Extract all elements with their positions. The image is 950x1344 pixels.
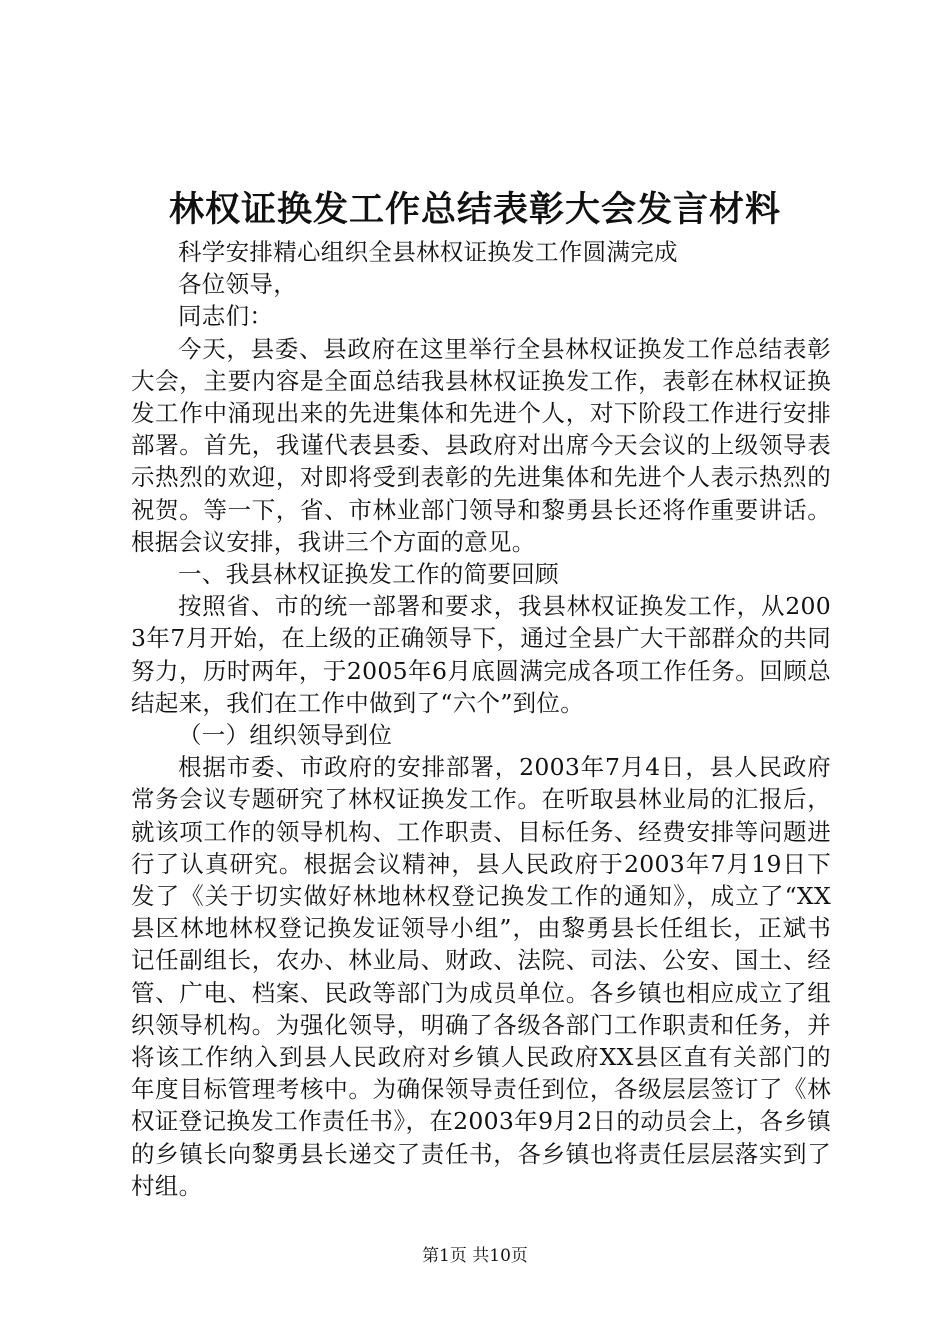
section-heading-1: 一、我县林权证换发工作的简要回顾 — [178, 560, 559, 589]
salutation-leaders: 各位领导， — [178, 270, 297, 299]
subtitle-paragraph: 科学安排精心组织全县林权证换发工作圆满完成 — [178, 238, 678, 266]
organization-paragraph: 根据市委、市政府的安排部署，2003年7月4日，县人民政府常务会议专题研究了林权证换发工作。在听取县林业局的汇报后，就该项工作的领导机构、工作职责、目标任务、经费安排等问题进行了认真研究。根据会议精神，县人民政府于2003年7月19日下发了《关于切实做好林地林权登记换发工作的通知》，成立了“XX县区林地林权登记换发证领导小组”，由黎勇县长任组长，正斌书记任副组长，农办、林业局、财政、法院、司法、公安、国土、经管、广电、档案、民政等部门为成员单位。各乡镇也相应成立了组织领导机构。为强化领导，明确了各级各部门工作职责和任务，并将该工作纳入到县人民政府对乡镇人民政府XX县区直有关部门的年度目标管理考核中。为确保领导责任到位，各级层层签订了《林权证登记换发工作责任书》，在2003年9月2日的动员会上，各乡镇的乡镇长向黎勇县长递交了责任书，各乡镇也将责任层层落实到了村组。 — [131, 753, 831, 1200]
document-body — [131, 236, 831, 1202]
salutation-comrades: 同志们： — [178, 302, 274, 331]
subsection-heading-1: （一）组织领导到位 — [178, 721, 393, 750]
intro-paragraph: 今天，县委、县政府在这里举行全县林权证换发工作总结表彰大会，主要内容是全面总结我县林权证换发工作，表彰在林权证换发工作中涌现出来的先进集体和先进个人，对下阶段工作进行安排部署。首先，我谨代表县委、县政府对出席今天会议的上级领导表示热烈的欢迎，对即将受到表彰的先进集体和先进个人表示热烈的祝贺。等一下，省、市林业部门领导和黎勇县长还将作重要讲话。根据会议安排，我讲三个方面的意见。 — [131, 334, 831, 556]
review-paragraph: 按照省、市的统一部署和要求，我县林权证换发工作，从2003年7月开始，在上级的正确领导下，通过全县广大干部群众的共同努力，历时两年，于2005年6月底圆满完成各项工作任务。回顾总结起来，我们在工作中做到了“六个”到位。 — [131, 592, 831, 717]
page-footer: 第1页 共10页 — [422, 1246, 528, 1266]
document-title: 林权证换发工作总结表彰大会发言材料 — [168, 189, 781, 230]
